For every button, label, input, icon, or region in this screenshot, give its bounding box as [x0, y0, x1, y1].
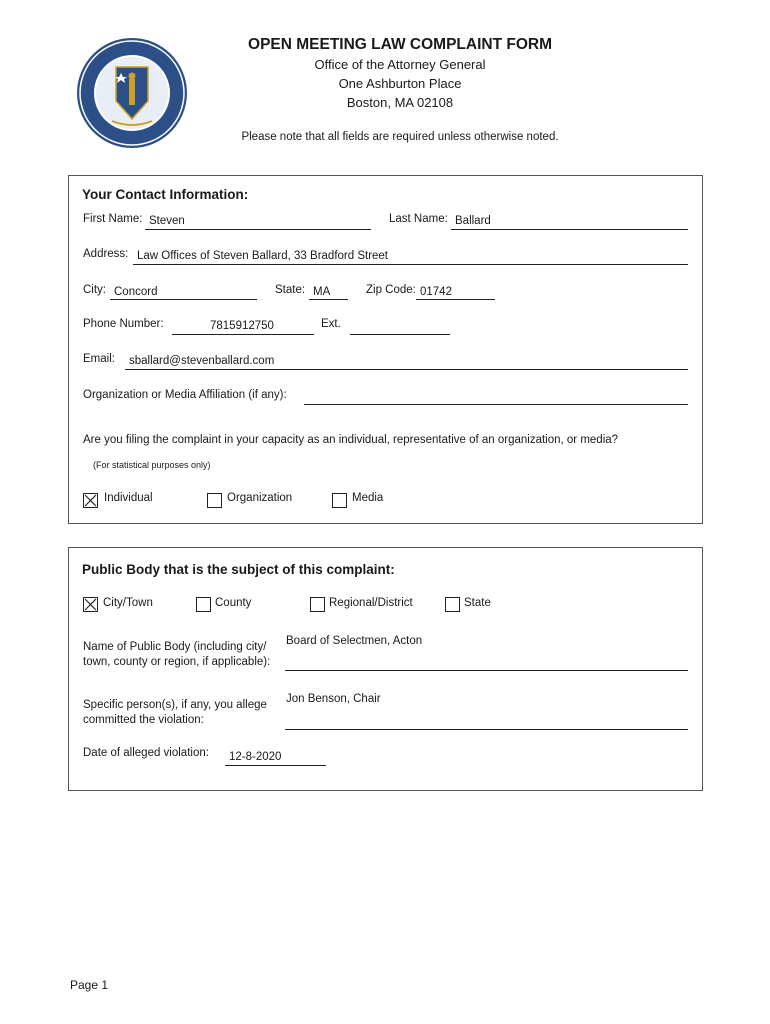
first-name-field[interactable] — [145, 229, 371, 230]
regional-district-checkbox[interactable] — [310, 597, 325, 612]
last-name-value: Ballard — [455, 215, 491, 227]
organization-field[interactable] — [304, 404, 688, 405]
capacity-question: Are you filing the complaint in your capacity as an individual, representative of an organization, or media? — [83, 434, 619, 446]
state-field[interactable] — [309, 299, 348, 300]
media-label: Media — [352, 492, 384, 504]
city-field[interactable] — [110, 299, 257, 300]
address-field[interactable] — [133, 264, 688, 265]
county-checkbox[interactable] — [196, 597, 211, 612]
form-title: OPEN MEETING LAW COMPLAINT FORM — [248, 36, 552, 53]
date-value: 12-8-2020 — [229, 751, 282, 763]
public-body-name-label-1: Name of Public Body (including city/ — [83, 641, 267, 653]
zip-value: 01742 — [420, 286, 452, 298]
page-number: Page 1 — [70, 978, 109, 992]
state-checkbox[interactable] — [445, 597, 460, 612]
state-label: State: — [275, 284, 306, 296]
checked-x-icon — [84, 494, 97, 507]
individual-checkbox[interactable] — [83, 493, 98, 508]
organization-label: Organization or Media Affiliation (if any): — [83, 389, 287, 401]
public-body-name-value: Board of Selectmen, Acton — [286, 635, 423, 647]
email-label: Email: — [83, 353, 115, 365]
zip-field[interactable] — [416, 299, 495, 300]
address-label: Address: — [83, 248, 129, 260]
public-body-name-field[interactable] — [285, 670, 688, 671]
date-label: Date of alleged violation: — [83, 747, 209, 759]
email-value: sballard@stevenballard.com — [129, 355, 275, 367]
date-field[interactable] — [225, 765, 326, 766]
state-value: MA — [313, 286, 331, 298]
organization-checkbox[interactable] — [207, 493, 222, 508]
address-line-2: Boston, MA 02108 — [346, 95, 454, 110]
county-label: County — [215, 597, 252, 609]
contact-information-section — [68, 175, 703, 524]
public-body-name-label-2: town, county or region, if applicable): — [83, 656, 271, 668]
public-body-heading: Public Body that is the subject of this complaint: — [82, 562, 395, 577]
regional-district-label: Regional/District — [329, 597, 413, 609]
city-town-label: City/Town — [103, 597, 153, 609]
persons-label-1: Specific person(s), if any, you allege — [83, 699, 267, 711]
address-line-1: One Ashburton Place — [338, 76, 462, 91]
address-value: Law Offices of Steven Ballard, 33 Bradford Street — [137, 250, 389, 262]
phone-value: 7815912750 — [210, 320, 274, 332]
city-value: Concord — [114, 286, 158, 298]
required-note: Please note that all fields are required unless otherwise noted. — [241, 131, 559, 143]
individual-label: Individual — [104, 492, 153, 504]
ext-label: Ext. — [321, 318, 341, 330]
checked-x-icon — [84, 598, 97, 611]
phone-label: Phone Number: — [83, 318, 164, 330]
phone-field[interactable] — [172, 334, 314, 335]
persons-value: Jon Benson, Chair — [286, 693, 381, 705]
email-field[interactable] — [125, 369, 688, 370]
capacity-note: (For statistical purposes only) — [93, 460, 211, 470]
city-town-checkbox[interactable] — [83, 597, 98, 612]
persons-field[interactable] — [285, 729, 688, 730]
ext-field[interactable] — [350, 334, 450, 335]
office-name: Office of the Attorney General — [314, 57, 486, 72]
state-option-label: State — [464, 597, 491, 609]
last-name-field[interactable] — [451, 229, 688, 230]
city-label: City: — [83, 284, 106, 296]
organization-option-label: Organization — [227, 492, 293, 504]
contact-section-heading: Your Contact Information: — [82, 187, 249, 202]
media-checkbox[interactable] — [332, 493, 347, 508]
last-name-label: Last Name: — [389, 213, 448, 225]
first-name-value: Steven — [149, 215, 185, 227]
first-name-label: First Name: — [83, 213, 143, 225]
zip-label: Zip Code: — [366, 284, 416, 296]
persons-label-2: committed the violation: — [83, 714, 204, 726]
